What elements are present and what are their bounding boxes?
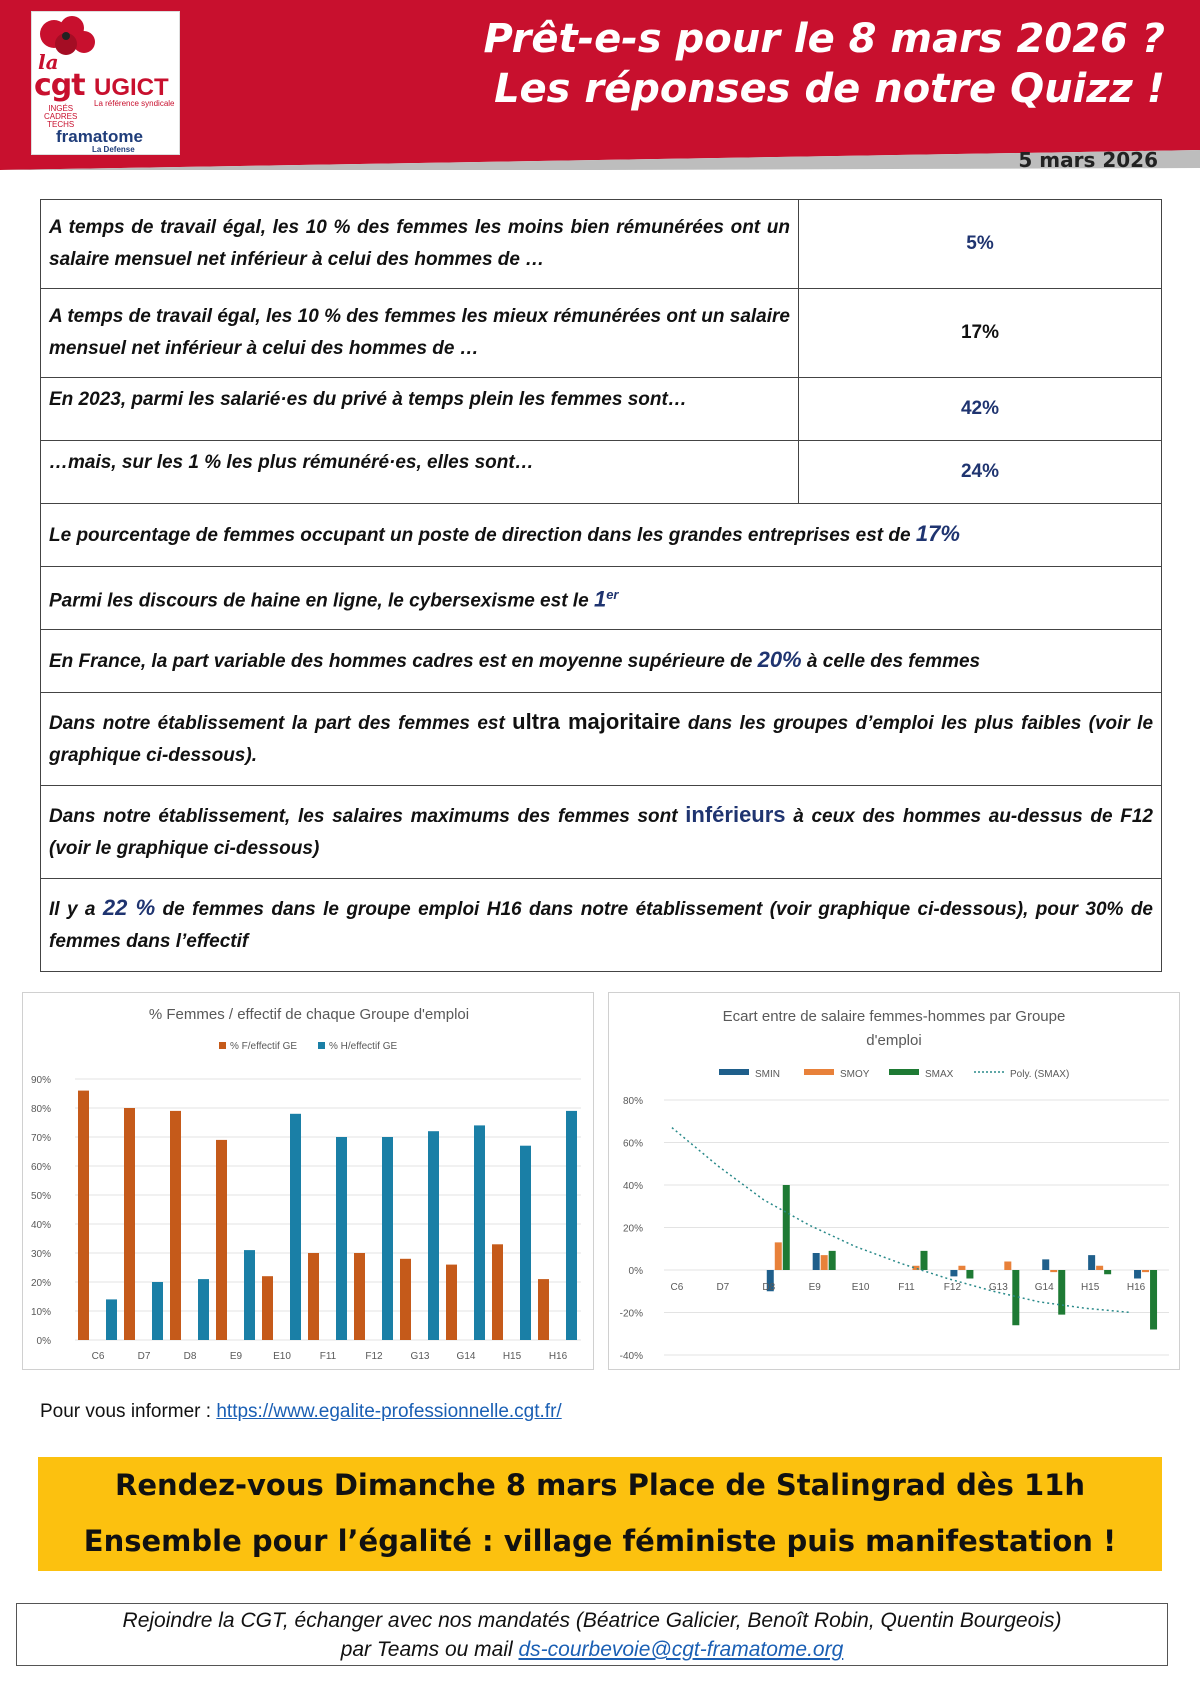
logo-inges-line: INGÉS	[48, 104, 74, 113]
page-title	[484, 14, 1165, 114]
rendez-vous-banner	[38, 1457, 1162, 1571]
bar	[1050, 1270, 1057, 1272]
statement-cell	[41, 693, 1162, 786]
bar	[262, 1276, 273, 1340]
bar	[382, 1137, 393, 1340]
bar	[152, 1282, 163, 1340]
statement-text: Parmi les discours de haine en ligne, le cybersexisme est le	[49, 590, 594, 612]
bar	[170, 1111, 181, 1340]
highlight-value: 17%	[915, 521, 960, 546]
x-tick-label: F12	[943, 1282, 962, 1293]
table-row	[41, 441, 1162, 504]
rdv-line-2: Ensemble pour l’égalité : village féministe puis manifestation !	[83, 1524, 1117, 1558]
logo-cadres-line: CADRES	[44, 112, 78, 121]
answer-cell: 24%	[799, 441, 1162, 504]
y-tick-label: 90%	[30, 1075, 51, 1086]
answer-cell: 5%	[799, 200, 1162, 289]
bar	[520, 1146, 531, 1340]
y-tick-label: 10%	[30, 1307, 51, 1318]
bar	[566, 1111, 577, 1340]
legend-label: % F/effectif GE	[230, 1041, 298, 1052]
highlight-value: 1	[593, 586, 607, 612]
bar	[958, 1266, 965, 1270]
x-tick-label: H16	[1126, 1282, 1146, 1293]
statement-text: En France, la part variable des hommes cadres est en moyenne supérieure de	[49, 651, 758, 672]
footer-line-2	[17, 1635, 1167, 1664]
table-row	[41, 786, 1162, 879]
footer-line-1: Rejoindre la CGT, échanger avec nos mandatés (Béatrice Galicier, Benoît Robin, Quentin Bourgeois)	[122, 1609, 1062, 1632]
table-row	[41, 289, 1162, 378]
x-tick-label: D8	[762, 1282, 776, 1293]
statement-text: Le pourcentage de femmes occupant un poste de direction dans les grandes entreprises est de	[49, 525, 916, 546]
bar	[124, 1108, 135, 1340]
legend-swatch	[318, 1042, 325, 1049]
info-line	[40, 1401, 562, 1423]
x-tick-label: D7	[716, 1282, 730, 1293]
y-tick-label: 80%	[30, 1104, 51, 1115]
logo-la-text: la	[38, 50, 59, 74]
y-tick-label: 60%	[30, 1162, 51, 1173]
bar	[1058, 1270, 1065, 1315]
x-tick-label: E9	[808, 1282, 821, 1293]
bar	[428, 1131, 439, 1340]
legend-label: SMIN	[755, 1069, 780, 1080]
bar	[1004, 1262, 1011, 1271]
table-row	[41, 630, 1162, 693]
x-tick-label: F11	[319, 1351, 337, 1362]
bar	[783, 1185, 790, 1270]
bar	[538, 1279, 549, 1340]
y-tick-label: 20%	[30, 1278, 51, 1289]
title-line-2: Les réponses de notre Quizz !	[494, 66, 1165, 112]
y-tick-label: 50%	[30, 1191, 51, 1202]
contact-email-link[interactable]: ds-courbevoie@cgt-framatome.org	[518, 1638, 844, 1661]
bar	[492, 1244, 503, 1340]
bar	[950, 1270, 957, 1276]
y-tick-label: 40%	[622, 1181, 643, 1192]
statement-text: Il y a	[49, 899, 103, 920]
question-cell: A temps de travail égal, les 10 % des femmes les moins bien rémunérées ont un salaire mensuel net inférieur à celui des hommes de …	[41, 200, 799, 289]
statement-text: de femmes dans le groupe emploi H16 dans notre établissement (voir graphique ci-dessous), pour 30% de femmes dans l’effectif	[49, 899, 1153, 952]
bar	[446, 1265, 457, 1340]
salary-gap-chart-svg	[609, 993, 1181, 1371]
footer-text: par Teams ou mail	[340, 1638, 519, 1661]
info-link[interactable]: https://www.egalite-professionnelle.cgt.fr/	[216, 1401, 562, 1422]
bar	[78, 1091, 89, 1340]
x-tick-label: C6	[670, 1282, 684, 1293]
statement-cell	[41, 630, 1162, 693]
table-row	[41, 879, 1162, 972]
bar	[1142, 1270, 1149, 1272]
statement-cell	[41, 504, 1162, 567]
highlight-value: ultra majoritaire	[512, 709, 681, 734]
bar	[1096, 1266, 1103, 1270]
statement-text: à celle des femmes	[801, 651, 981, 672]
bar	[198, 1279, 209, 1340]
bar	[354, 1253, 365, 1340]
bar	[775, 1242, 782, 1270]
logo-site-text: La Defense	[92, 145, 135, 154]
title-line-1: Prêt-e-s pour le 8 mars 2026 ?	[483, 16, 1165, 62]
logo-techs-line: TECHS	[47, 120, 75, 129]
y-tick-label: 20%	[622, 1223, 643, 1235]
legend-label: SMOY	[840, 1069, 870, 1080]
logo-cgt-text: cgt	[34, 68, 85, 103]
table-row	[41, 200, 1162, 289]
y-tick-label: -20%	[619, 1308, 643, 1320]
women-share-chart-svg	[23, 993, 595, 1371]
chart-title-line-1: Ecart entre de salaire femmes-hommes par Groupe	[722, 1008, 1066, 1025]
bar	[474, 1125, 485, 1340]
x-tick-label: F11	[898, 1282, 915, 1293]
statement-text: à ceux des hommes au-dessus de F12 (voir le graphique ci-dessous)	[49, 806, 1153, 859]
y-tick-label: 80%	[622, 1096, 643, 1107]
bar	[966, 1270, 973, 1279]
x-tick-label: G14	[1034, 1282, 1054, 1293]
bar	[106, 1299, 117, 1340]
y-tick-label: 0%	[36, 1336, 51, 1347]
bar	[216, 1140, 227, 1340]
page-header	[0, 0, 1200, 170]
legend-label: SMAX	[925, 1069, 954, 1080]
bar	[1042, 1259, 1049, 1270]
x-tick-label: H16	[548, 1351, 568, 1362]
x-tick-label: G13	[988, 1282, 1008, 1293]
x-tick-label: G13	[410, 1351, 430, 1362]
bar	[336, 1137, 347, 1340]
logo-tagline: La référence syndicale	[94, 99, 175, 108]
bar	[921, 1251, 928, 1270]
statement-text: dans les groupes d’emploi les plus faibles (voir le graphique ci-dessous).	[49, 713, 1154, 766]
y-tick-label: 70%	[30, 1133, 51, 1144]
legend-label: Poly. (SMAX)	[1010, 1069, 1070, 1080]
question-cell: …mais, sur les 1 % les plus rémunéré·es, elles sont…	[41, 441, 799, 504]
x-tick-label: H15	[502, 1351, 522, 1362]
publication-date: 5 mars 2026	[1018, 148, 1158, 172]
chart-title: % Femmes / effectif de chaque Groupe d'emploi	[148, 1006, 470, 1023]
bar	[1088, 1255, 1095, 1270]
highlight-value: 22 %	[102, 895, 156, 920]
legend-swatch	[219, 1042, 226, 1049]
rdv-line-1: Rendez-vous Dimanche 8 mars Place de Stalingrad dès 11h	[115, 1468, 1085, 1502]
bar	[1150, 1270, 1157, 1330]
y-tick-label: 0%	[628, 1266, 643, 1277]
x-tick-label: G14	[456, 1351, 476, 1362]
x-tick-label: E9	[229, 1351, 243, 1362]
y-tick-label: 40%	[30, 1220, 51, 1231]
chart-title-line-2: d'emploi	[866, 1032, 922, 1049]
statement-cell	[41, 567, 1162, 630]
bar	[290, 1114, 301, 1340]
legend-swatch	[719, 1069, 749, 1075]
statement-text: Dans notre établissement la part des femmes est	[49, 713, 513, 734]
statement-cell	[41, 786, 1162, 879]
footer-contact	[16, 1603, 1168, 1666]
x-tick-label: H15	[1080, 1282, 1100, 1293]
x-tick-label: F12	[365, 1351, 383, 1362]
answer-cell: 42%	[799, 378, 1162, 441]
table-row	[41, 693, 1162, 786]
statement-text: Dans notre établissement, les salaires maximums des femmes sont	[49, 806, 686, 827]
framatome-logo-text: framatome	[56, 127, 143, 146]
y-tick-label: 60%	[622, 1138, 643, 1150]
superscript: er	[606, 586, 619, 602]
x-tick-label: E10	[851, 1282, 870, 1293]
bar	[821, 1255, 828, 1270]
statement-cell	[41, 879, 1162, 972]
bar	[1134, 1270, 1141, 1279]
answer-cell: 17%	[799, 289, 1162, 378]
women-share-chart	[22, 992, 594, 1370]
cgt-ugict-logo	[31, 11, 180, 155]
table-row	[41, 567, 1162, 630]
highlight-value: inférieurs	[685, 802, 786, 827]
info-label: Pour vous informer :	[40, 1401, 217, 1422]
x-tick-label: D8	[183, 1351, 197, 1362]
logo-ugict-text: UGICT	[94, 74, 169, 101]
highlight-value: 20%	[757, 647, 802, 672]
legend-swatch	[889, 1069, 919, 1075]
y-tick-label: -40%	[619, 1351, 643, 1362]
table-row	[41, 378, 1162, 441]
bar	[813, 1253, 820, 1270]
bar	[308, 1253, 319, 1340]
bar	[244, 1250, 255, 1340]
y-tick-label: 30%	[30, 1249, 51, 1260]
x-tick-label: D7	[137, 1351, 151, 1362]
question-cell: En 2023, parmi les salarié·es du privé à temps plein les femmes sont…	[41, 378, 799, 441]
question-cell: A temps de travail égal, les 10 % des femmes les mieux rémunérées ont un salaire mensuel net inférieur à celui des hommes de …	[41, 289, 799, 378]
legend-swatch	[804, 1069, 834, 1075]
bar	[400, 1259, 411, 1340]
bar	[829, 1251, 836, 1270]
table-row	[41, 504, 1162, 567]
quiz-answers-table	[40, 199, 1162, 972]
x-tick-label: C6	[91, 1351, 105, 1362]
bar	[1104, 1270, 1111, 1274]
legend-label: % H/effectif GE	[329, 1041, 398, 1052]
logo-inges-cadres-techs	[44, 105, 77, 129]
x-tick-label: E10	[273, 1351, 291, 1362]
salary-gap-chart	[608, 992, 1180, 1370]
